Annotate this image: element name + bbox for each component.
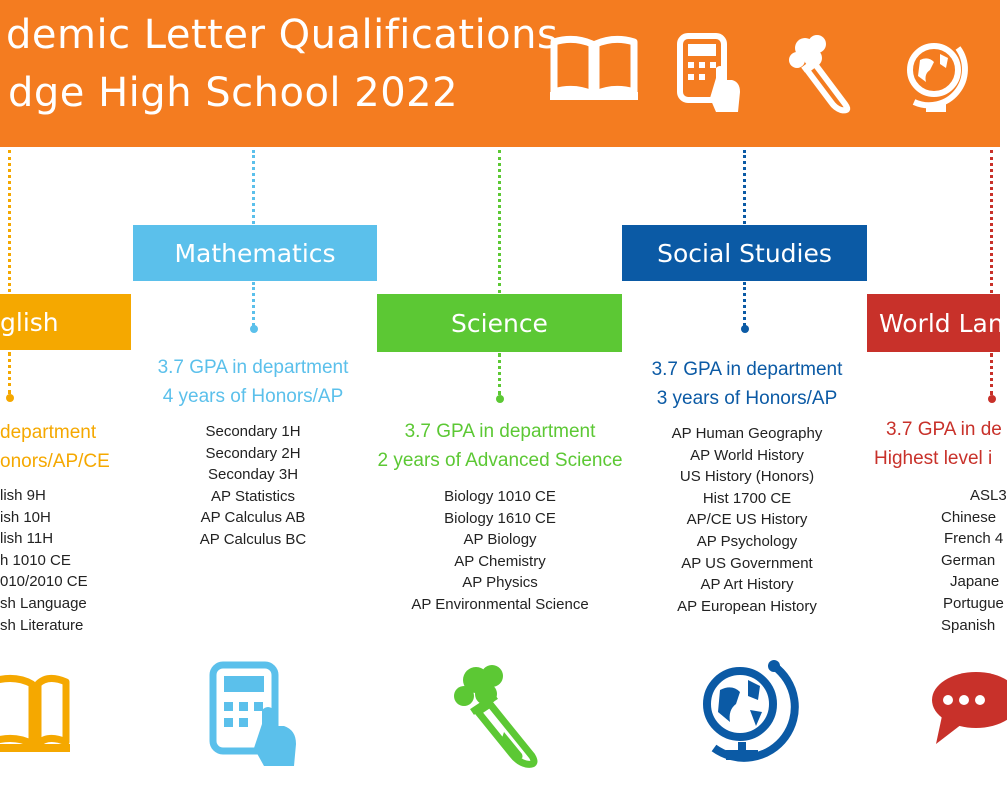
book-icon: [0, 672, 72, 756]
english-req-gpa: department: [0, 422, 97, 443]
math-requirements: [158, 353, 349, 411]
connector-english-bottom: [8, 352, 11, 394]
math-title: Mathematics: [174, 238, 336, 268]
social-title: Social Studies: [657, 238, 832, 268]
book-icon: [548, 36, 640, 102]
connector-math-top: [252, 150, 255, 224]
globe-icon: [692, 656, 796, 768]
connector-english-top: [8, 150, 11, 292]
list-item: Secondary 1H: [205, 423, 301, 440]
list-item: Hist 1700 CE: [702, 489, 792, 507]
english-title: glish: [0, 307, 59, 337]
list-item: AP Physics: [462, 574, 538, 592]
science-header: [377, 294, 622, 352]
language-dot: [988, 395, 996, 403]
list-item: AP Calculus BC: [199, 530, 307, 548]
list-item: sh Language: [0, 594, 87, 612]
science-title: Science: [451, 308, 548, 338]
social-req-years: 3 years of Honors/AP: [656, 388, 838, 409]
list-item: AP Chemistry: [454, 552, 546, 570]
science-requirements: [377, 417, 622, 475]
list-item: Secondary 2H: [205, 444, 301, 462]
english-course-list: [0, 485, 88, 636]
list-item: French 4: [944, 530, 1004, 548]
math-header: [133, 225, 377, 281]
math-dot: [250, 325, 258, 333]
science-req-years: 2 years of Advanced Science: [377, 450, 623, 471]
social-dot: [741, 325, 749, 333]
list-item: ish 10H: [0, 508, 51, 526]
list-item: German: [941, 551, 996, 569]
connector-science-top: [498, 150, 501, 293]
list-item: ASL3: [970, 487, 1007, 504]
page-title-line-1: demic Letter Qualifications: [6, 12, 559, 58]
english-req-years: onors/AP/CE: [0, 451, 110, 472]
list-item: AP European History: [677, 597, 817, 615]
language-req-gpa: 3.7 GPA in de: [886, 419, 1002, 440]
science-dot: [496, 395, 504, 403]
connector-language-bottom: [990, 353, 993, 395]
language-req-years: Highest level i: [874, 448, 993, 469]
list-item: Japane: [950, 573, 1000, 591]
list-item: AP Calculus AB: [200, 509, 306, 527]
calculator-icon: [676, 32, 746, 114]
language-course-list: [938, 485, 1007, 636]
social-course-list: [672, 423, 823, 617]
science-course-list: [411, 486, 588, 616]
english-header: [0, 294, 131, 350]
list-item: AP Art History: [700, 576, 794, 594]
social-req-gpa: 3.7 GPA in department: [651, 359, 843, 380]
language-requirements: [874, 415, 1000, 473]
connector-social-bottom: [743, 282, 746, 326]
header-banner: [0, 0, 1000, 147]
list-item: AP US Government: [681, 554, 813, 572]
list-item: Seconday 3H: [207, 466, 299, 484]
list-item: Spanish: [941, 616, 996, 634]
flask-icon: [785, 30, 857, 112]
list-item: Chinese: [941, 508, 997, 526]
english-dot: [6, 394, 14, 402]
list-item: Portugue: [943, 594, 1004, 612]
connector-math-bottom: [252, 282, 255, 326]
globe-icon: [896, 34, 976, 116]
list-item: lish 9H: [0, 487, 46, 504]
language-title: World Lan: [879, 308, 1004, 338]
calculator-icon: [208, 660, 300, 768]
connector-social-top: [743, 150, 746, 224]
list-item: AP Environmental Science: [411, 595, 589, 613]
list-item: US History (Honors): [679, 468, 815, 486]
social-header: [622, 225, 867, 281]
math-course-list: [200, 421, 306, 551]
social-requirements: [652, 355, 843, 413]
list-item: 010/2010 CE: [0, 573, 88, 591]
list-item: AP Statistics: [211, 487, 295, 505]
language-header: [867, 294, 1004, 352]
math-req-gpa: 3.7 GPA in department: [157, 357, 349, 378]
list-item: AP Psychology: [696, 532, 798, 550]
list-item: AP World History: [690, 446, 804, 464]
list-item: lish 11H: [0, 530, 54, 548]
speech-bubble-icon: [932, 668, 1000, 752]
science-req-gpa: 3.7 GPA in department: [404, 421, 596, 442]
list-item: Biology 1610 CE: [444, 509, 556, 527]
math-req-years: 4 years of Honors/AP: [162, 386, 344, 407]
list-item: h 1010 CE: [0, 551, 71, 569]
list-item: Biology 1010 CE: [444, 488, 556, 505]
connector-science-bottom: [498, 353, 501, 395]
connector-language-top: [990, 150, 993, 293]
english-requirements: [0, 418, 110, 476]
list-item: AP Biology: [463, 531, 537, 549]
flask-icon: [450, 660, 546, 768]
list-item: AP Human Geography: [671, 425, 823, 442]
list-item: sh Literature: [0, 616, 84, 634]
page-title-line-2: dge High School 2022: [8, 70, 459, 116]
list-item: AP/CE US History: [686, 511, 808, 529]
